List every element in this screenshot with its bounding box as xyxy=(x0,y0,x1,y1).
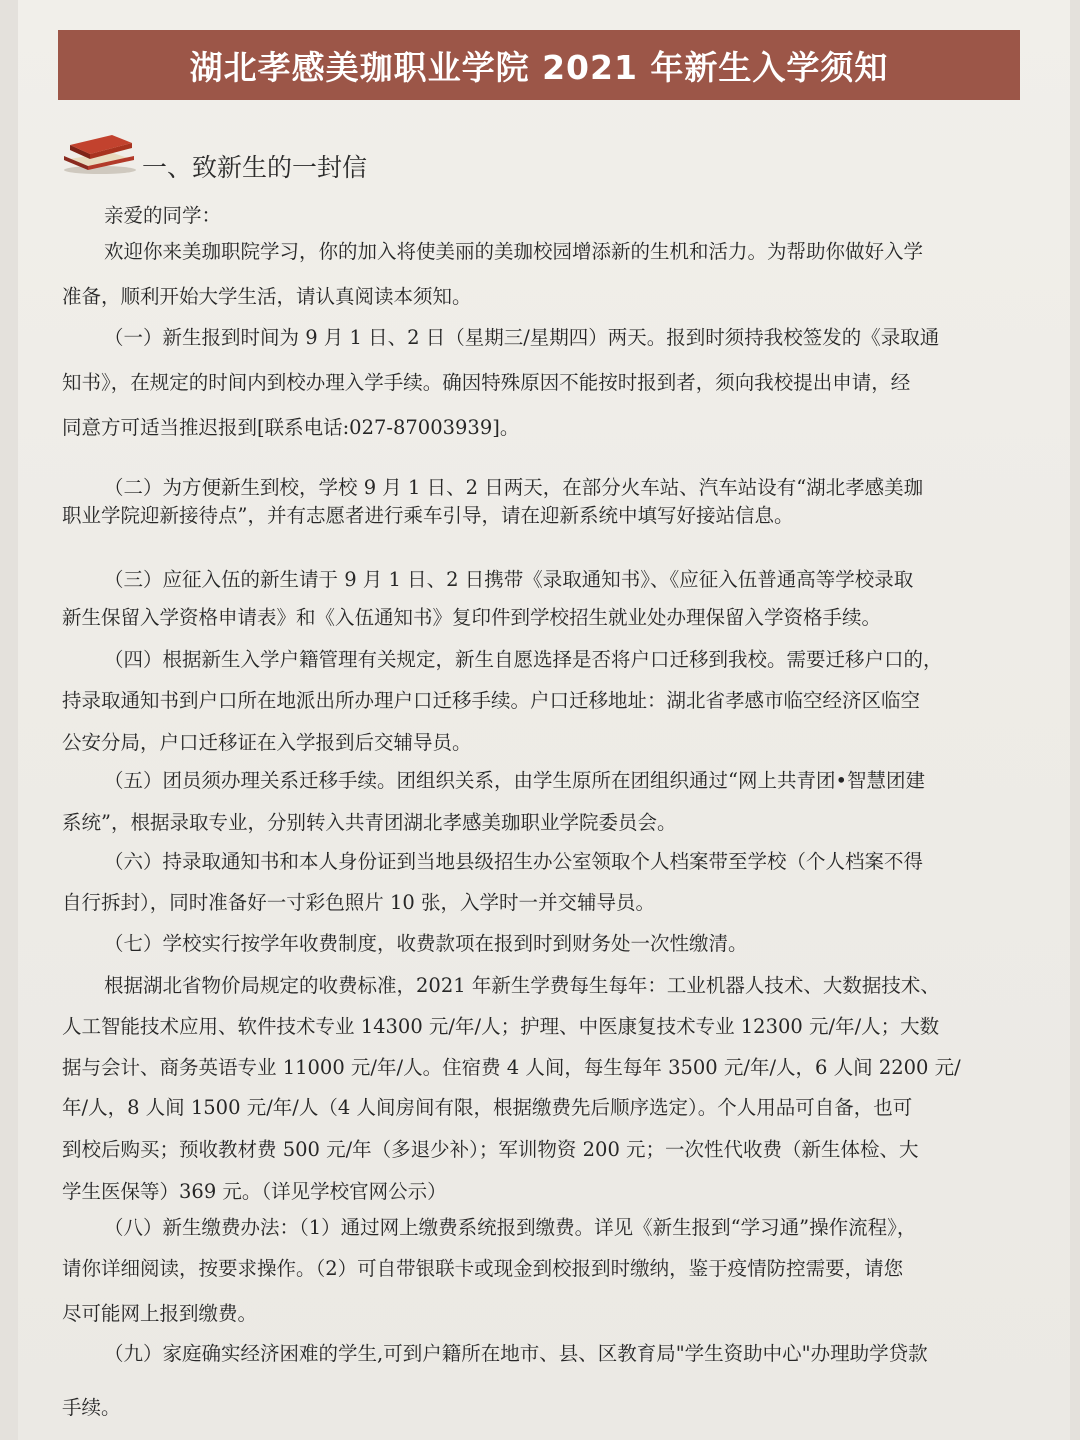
paragraph-line: 手续。 xyxy=(62,1396,121,1419)
document-title: 湖北孝感美珈职业学院 2021 年新生入学须知 xyxy=(189,47,889,87)
paragraph-line: 到校后购买；预收教材费 500 元/年（多退少补）；军训物资 200 元；一次性代收费（新生体检、大 xyxy=(62,1138,919,1161)
paragraph-line: 系统”，根据录取专业，分别转入共青团湖北孝感美珈职业学院委员会。 xyxy=(62,811,677,834)
paragraph-line: 据与会计、商务英语专业 11000 元/年/人。住宿费 4 人间，每生每年 3500 元/年/人，6 人间 2200 元/ xyxy=(62,1056,961,1079)
paragraph-line: 根据湖北省物价局规定的收费标准，2021 年新生学费每生每年：工业机器人技术、大数据技术、 xyxy=(104,974,940,997)
paragraph-line: 请你详细阅读，按要求操作。（2）可自带银联卡或现金到校报到时缴纳，鉴于疫情防控需要，请您 xyxy=(62,1257,904,1280)
paragraph-line: 自行拆封），同时准备好一寸彩色照片 10 张，入学时一并交辅导员。 xyxy=(62,891,655,914)
paragraph-line: 持录取通知书到户口所在地派出所办理户口迁移手续。户口迁移地址：湖北省孝感市临空经济区临空 xyxy=(62,689,921,712)
paragraph-line: （二）为方便新生到校，学校 9 月 1 日、2 日两天，在部分火车站、汽车站设有“湖北孝感美珈 xyxy=(104,476,924,499)
paragraph-line: （七）学校实行按学年收费制度，收费款项在报到时到财务处一次性缴清。 xyxy=(104,932,748,955)
paragraph-line: 同意方可适当推迟报到[联系电话:027-87003939]。 xyxy=(62,416,520,439)
paragraph-line: 尽可能网上报到缴费。 xyxy=(62,1302,258,1325)
section-heading: 一、致新生的一封信 xyxy=(142,153,368,182)
paragraph-line: （六）持录取通知书和本人身份证到当地县级招生办公室领取个人档案带至学校（个人档案不得 xyxy=(104,850,924,873)
paragraph-line: 新生保留入学资格申请表》和《入伍通知书》复印件到学校招生就业处办理保留入学资格手续。 xyxy=(62,606,882,629)
paragraph-line: 学生医保等）369 元。（详见学校官网公示） xyxy=(62,1180,447,1203)
paragraph-line: 职业学院迎新接待点”，并有志愿者进行乘车引导，请在迎新系统中填写好接站信息。 xyxy=(62,504,794,527)
greeting: 亲爱的同学： xyxy=(104,204,222,227)
paragraph-line: （九）家庭确实经济困难的学生,可到户籍所在地市、县、区教育局"学生资助中心"办理助学贷款 xyxy=(104,1342,928,1365)
paragraph-line: 欢迎你来美珈职院学习，你的加入将使美丽的美珈校园增添新的生机和活力。为帮助你做好入学 xyxy=(104,240,924,263)
paragraph-line: 公安分局，户口迁移证在入学报到后交辅导员。 xyxy=(62,731,472,754)
paragraph-line: （三）应征入伍的新生请于 9 月 1 日、2 日携带《录取通知书》、《应征入伍普通高等学校录取 xyxy=(104,568,914,591)
paragraph-line: （八）新生缴费办法：（1）通过网上缴费系统报到缴费。详见《新生报到“学习通”操作流程》， xyxy=(104,1216,917,1239)
paragraph-line: （四）根据新生入学户籍管理有关规定，新生自愿选择是否将户口迁移到我校。需要迁移户口的， xyxy=(104,648,943,671)
paragraph-line: 年/人，8 人间 1500 元/年/人（4 人间房间有限，根据缴费先后顺序选定）。个人用品可自备，也可 xyxy=(62,1096,913,1119)
paragraph-line: （五）团员须办理关系迁移手续。团组织关系，由学生原所在团组织通过“网上共青团•智慧团建 xyxy=(104,769,925,792)
paragraph-line: 人工智能技术应用、软件技术专业 14300 元/年/人；护理、中医康复技术专业 12300 元/年/人；大数 xyxy=(62,1015,940,1038)
paragraph-line: 准备，顺利开始大学生活，请认真阅读本须知。 xyxy=(62,285,472,308)
paragraph-line: （一）新生报到时间为 9 月 1 日、2 日（星期三/星期四）两天。报到时须持我校签发的《录取通 xyxy=(104,326,940,349)
paragraph-line: 知书》，在规定的时间内到校办理入学手续。确因特殊原因不能按时报到者，须向我校提出申请，经 xyxy=(62,371,911,394)
